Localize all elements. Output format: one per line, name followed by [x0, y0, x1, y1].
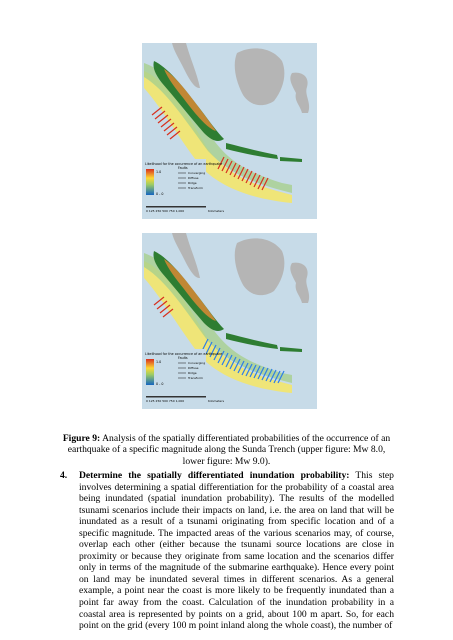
figure-caption — [60, 433, 393, 467]
section-number: 4. — [60, 470, 68, 481]
section-paragraph — [79, 470, 394, 632]
fault-legend-item: Transform — [188, 376, 203, 380]
fault-legend-item: Ridge — [188, 371, 197, 375]
legend-color-ramp — [146, 169, 154, 195]
scale-unit: Kilometers — [208, 399, 225, 403]
legend-title: Likelihood for the occurrence of an earthquake — [145, 162, 223, 166]
fault-legend-item: Diffuse — [188, 366, 199, 370]
legend-title: Likelihood for the occurrence of an earthquake — [145, 352, 223, 356]
legend-color-ramp — [146, 359, 154, 385]
fault-legend-item: Transform — [188, 186, 203, 190]
map-lower-mw9 — [142, 233, 317, 409]
figure-label: Figure 9: — [62, 433, 101, 444]
section-heading: Determine the spatially differentiated inundation probability: — [79, 470, 350, 481]
legend-high-label: 1.0 — [156, 170, 162, 174]
map-upper-mw8 — [142, 43, 317, 219]
legend-high-label: 1.0 — [156, 360, 162, 364]
sunda-map-lower — [142, 233, 317, 409]
fault-legend-item: Converging — [188, 361, 206, 365]
fault-legend-item: Diffuse — [188, 176, 199, 180]
scale-bar — [146, 206, 206, 208]
scale-bar — [146, 396, 206, 398]
scale-label: 0 125 250 500 750 1,000 — [146, 399, 185, 403]
section-body: This step involves determining a spatial differentiation for the probability of a coastal area being inundated (spatial inundation probability). The results of the modelled tsunami scenarios include their impacts on land, i.e. the area on land that will be inundated as a result of a tsunami originating from specific location and of a specific magnitude. The impacted areas of the various scenarios may, of course, overlap each other (either because the tsunami source locations are close in proximity or because they originate from same location and the scenarios differ only in terms of the magnitude of the submarine earthquake). Hence every point on land may be inundated several times in different scenarios. As a general example, a point near the coast is more likely to be frequently inundated than a point far away from the coast. Calculation of the inundation probability in a coastal area is represented by points on a grid, about 100 m apart. So, for each point on the grid (every 100 m point inland along the whole coast), the number of — [79, 470, 394, 632]
fault-legend-item: Ridge — [188, 181, 197, 185]
scale-unit: Kilometers — [208, 209, 225, 213]
faults-title: Faults — [178, 166, 188, 170]
legend-low-label: 0 - 0 — [156, 192, 164, 196]
fault-legend-item: Converging — [188, 171, 206, 175]
figure-caption-text: Analysis of the spatially differentiated probabilities of the occurrence of an earthquake of a specific magnitude along the Sunda Trench (upper figure: Mw 8.0, lower figure: Mw 9.0). — [67, 433, 391, 467]
legend-low-label: 0 - 0 — [156, 382, 164, 386]
sunda-map-upper — [142, 43, 317, 219]
faults-title: Faults — [178, 356, 188, 360]
scale-label: 0 125 250 500 750 1,000 — [146, 209, 185, 213]
section-4 — [60, 470, 394, 632]
